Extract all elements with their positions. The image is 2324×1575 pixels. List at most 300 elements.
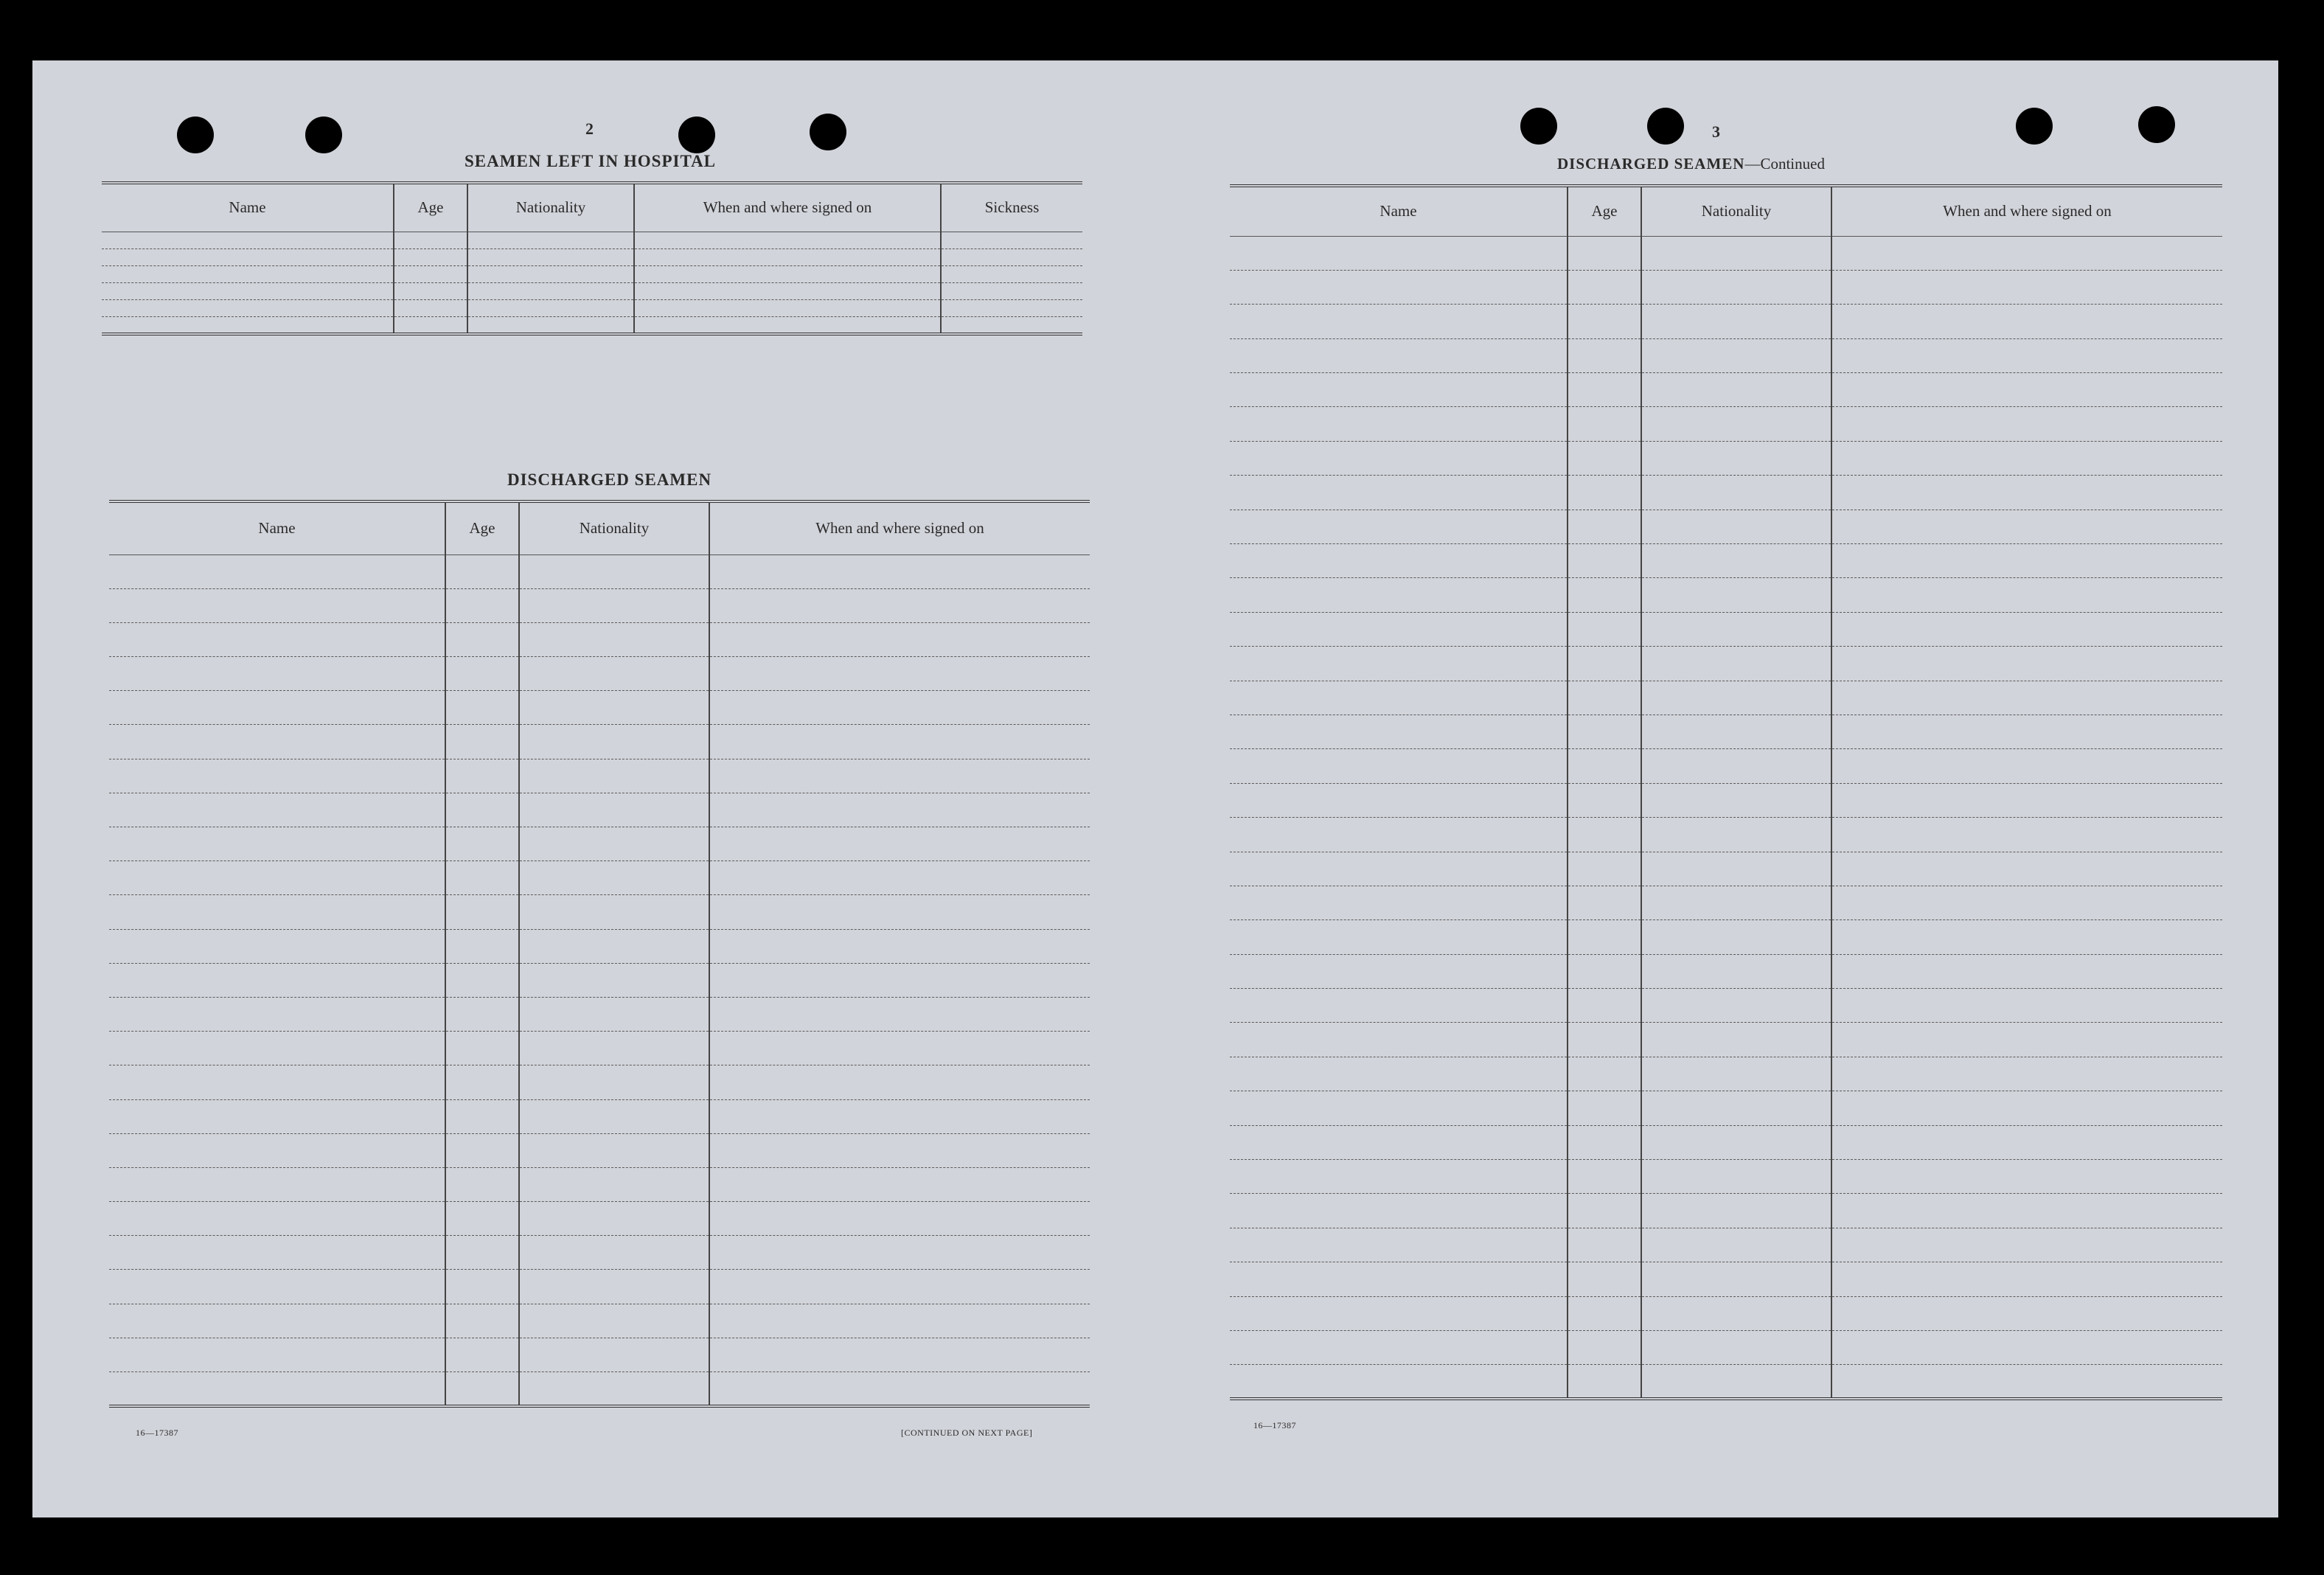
- table-cell: [109, 1099, 445, 1133]
- table-cell: [1568, 1125, 1641, 1159]
- table-cell: [1568, 510, 1641, 543]
- table-cell: [1831, 1125, 2222, 1159]
- table-cell: [1230, 510, 1568, 543]
- table-cell: [445, 1270, 519, 1304]
- table-row: [109, 827, 1090, 861]
- table-cell: [709, 1133, 1090, 1167]
- table-cell: [1230, 783, 1568, 817]
- column-header: Nationality: [519, 501, 709, 554]
- table-cell: [519, 725, 709, 759]
- punch-hole: [1647, 108, 1684, 145]
- hospital-section-title: SEAMEN LEFT IN HOSPITAL: [465, 152, 717, 170]
- table-cell: [1568, 1023, 1641, 1057]
- table-cell: [709, 861, 1090, 895]
- table-cell: [519, 1270, 709, 1304]
- table-cell: [519, 1372, 709, 1406]
- table-row: [109, 1167, 1090, 1201]
- table-cell: [109, 1202, 445, 1236]
- table-cell: [1641, 852, 1831, 886]
- table-cell: [709, 895, 1090, 929]
- table-cell: [1831, 1331, 2222, 1365]
- table-row: [109, 793, 1090, 827]
- table-cell: [519, 895, 709, 929]
- table-cell: [1230, 270, 1568, 304]
- table-cell: [1641, 1262, 1831, 1296]
- table-cell: [1831, 578, 2222, 612]
- table-row: [1230, 612, 2222, 646]
- table-cell: [445, 895, 519, 929]
- table-cell: [941, 248, 1082, 265]
- table-row: [1230, 305, 2222, 338]
- table-cell: [1831, 407, 2222, 441]
- table-cell: [941, 317, 1082, 334]
- table-cell: [394, 232, 467, 248]
- table-cell: [519, 793, 709, 827]
- table-cell: [1230, 407, 1568, 441]
- table-cell: [1831, 989, 2222, 1023]
- table-cell: [709, 793, 1090, 827]
- form-number-right: 16—17387: [1253, 1420, 1296, 1430]
- discharged-continued-title-main: DISCHARGED SEAMEN: [1557, 155, 1745, 173]
- table-cell: [1230, 1194, 1568, 1228]
- table-cell: [109, 793, 445, 827]
- table-cell: [1831, 647, 2222, 681]
- column-header: Age: [445, 501, 519, 554]
- table-cell: [1230, 1262, 1568, 1296]
- table-cell: [519, 1202, 709, 1236]
- table-cell: [1230, 1091, 1568, 1125]
- table-cell: [445, 1236, 519, 1270]
- table-cell: [1230, 989, 1568, 1023]
- table-cell: [1641, 954, 1831, 988]
- table-cell: [1831, 1228, 2222, 1262]
- table-row: [109, 657, 1090, 691]
- table-row: [102, 300, 1082, 317]
- table-cell: [1230, 1160, 1568, 1194]
- table-cell: [1568, 1296, 1641, 1330]
- table-cell: [519, 691, 709, 725]
- table-cell: [709, 1202, 1090, 1236]
- table-row: [102, 283, 1082, 300]
- table-cell: [445, 725, 519, 759]
- column-header: Name: [1230, 186, 1568, 236]
- table-cell: [709, 622, 1090, 656]
- table-row: [102, 317, 1082, 334]
- table-cell: [1568, 373, 1641, 407]
- table-cell: [709, 963, 1090, 997]
- table-row: [1230, 1091, 2222, 1125]
- table-row: [1230, 578, 2222, 612]
- table-cell: [519, 1032, 709, 1065]
- table-cell: [1230, 1057, 1568, 1091]
- table-cell: [102, 232, 394, 248]
- table-cell: [519, 1338, 709, 1371]
- table-row: [1230, 1057, 2222, 1091]
- table-row: [1230, 954, 2222, 988]
- table-row: [1230, 236, 2222, 270]
- table-cell: [709, 1372, 1090, 1406]
- table-cell: [109, 691, 445, 725]
- table-cell: [1831, 305, 2222, 338]
- table-row: [109, 622, 1090, 656]
- table-row: [1230, 338, 2222, 372]
- table-cell: [1641, 305, 1831, 338]
- table-cell: [109, 963, 445, 997]
- table-cell: [1568, 783, 1641, 817]
- table-cell: [445, 861, 519, 895]
- table-cell: [519, 1167, 709, 1201]
- table-cell: [1831, 373, 2222, 407]
- punch-hole: [1520, 108, 1557, 145]
- table-cell: [519, 1065, 709, 1099]
- table-cell: [1568, 1262, 1641, 1296]
- table-row: [1230, 852, 2222, 886]
- table-cell: [1831, 920, 2222, 954]
- table-cell: [445, 691, 519, 725]
- table-cell: [1568, 818, 1641, 852]
- table-cell: [1641, 920, 1831, 954]
- table-row: [102, 248, 1082, 265]
- punch-hole: [2138, 106, 2175, 143]
- table-cell: [109, 827, 445, 861]
- table-cell: [1230, 578, 1568, 612]
- table-cell: [1230, 544, 1568, 578]
- table-row: [1230, 1262, 2222, 1296]
- table-cell: [1230, 954, 1568, 988]
- table-cell: [1641, 612, 1831, 646]
- table-cell: [519, 759, 709, 793]
- table-cell: [1230, 886, 1568, 919]
- table-cell: [394, 300, 467, 317]
- table-cell: [1230, 1125, 1568, 1159]
- table-row: [109, 997, 1090, 1031]
- table-cell: [1568, 715, 1641, 748]
- table-row: [1230, 749, 2222, 783]
- table-cell: [1230, 476, 1568, 510]
- punch-hole: [2016, 108, 2053, 145]
- table-cell: [445, 1338, 519, 1371]
- table-cell: [1641, 407, 1831, 441]
- table-cell: [109, 1065, 445, 1099]
- table-cell: [1831, 818, 2222, 852]
- table-cell: [519, 861, 709, 895]
- table-cell: [109, 588, 445, 622]
- table-cell: [109, 725, 445, 759]
- table-cell: [1568, 1365, 1641, 1399]
- column-header: Name: [102, 183, 394, 232]
- table-cell: [709, 997, 1090, 1031]
- table-row: [109, 1304, 1090, 1338]
- table-row: [109, 554, 1090, 588]
- table-row: [1230, 920, 2222, 954]
- table-cell: [445, 1304, 519, 1338]
- table-cell: [1831, 954, 2222, 988]
- table-cell: [1641, 236, 1831, 270]
- table-cell: [1568, 305, 1641, 338]
- table-row: [1230, 1194, 2222, 1228]
- table-cell: [1831, 1262, 2222, 1296]
- table-cell: [1230, 1331, 1568, 1365]
- table-cell: [394, 265, 467, 282]
- table-cell: [709, 1236, 1090, 1270]
- table-cell: [109, 657, 445, 691]
- table-cell: [445, 1032, 519, 1065]
- table-cell: [1230, 441, 1568, 475]
- table-cell: [1641, 544, 1831, 578]
- table-cell: [1568, 578, 1641, 612]
- continued-note: [CONTINUED ON NEXT PAGE]: [901, 1428, 1033, 1438]
- table-cell: [109, 997, 445, 1031]
- table-cell: [1230, 1296, 1568, 1330]
- table-cell: [394, 283, 467, 300]
- table-row: [1230, 544, 2222, 578]
- table-cell: [1568, 1057, 1641, 1091]
- table-cell: [102, 300, 394, 317]
- table-cell: [634, 232, 941, 248]
- table-cell: [1568, 1194, 1641, 1228]
- table-row: [1230, 510, 2222, 543]
- table-cell: [1568, 1331, 1641, 1365]
- table-cell: [445, 622, 519, 656]
- table-row: [1230, 1228, 2222, 1262]
- table-cell: [1230, 373, 1568, 407]
- table-cell: [1641, 510, 1831, 543]
- table-cell: [109, 1372, 445, 1406]
- table-cell: [1641, 338, 1831, 372]
- column-header: When and where signed on: [709, 501, 1090, 554]
- table-row: [109, 725, 1090, 759]
- table-cell: [1568, 407, 1641, 441]
- column-header: Nationality: [467, 183, 634, 232]
- table-cell: [519, 554, 709, 588]
- table-cell: [102, 265, 394, 282]
- table-cell: [1568, 647, 1641, 681]
- table-cell: [445, 827, 519, 861]
- table-cell: [1568, 441, 1641, 475]
- table-cell: [1831, 1091, 2222, 1125]
- page-number-left: 2: [585, 119, 594, 138]
- table-cell: [445, 657, 519, 691]
- column-header: When and where signed on: [634, 183, 941, 232]
- table-row: [109, 1099, 1090, 1133]
- table-cell: [1831, 544, 2222, 578]
- table-cell: [519, 827, 709, 861]
- table-row: [1230, 1023, 2222, 1057]
- table-cell: [467, 248, 634, 265]
- table-cell: [1831, 681, 2222, 715]
- table-row: [1230, 476, 2222, 510]
- table-cell: [1568, 920, 1641, 954]
- table-cell: [519, 588, 709, 622]
- discharged-table: [109, 500, 1090, 1408]
- table-cell: [634, 283, 941, 300]
- table-cell: [1568, 954, 1641, 988]
- table-row: [1230, 441, 2222, 475]
- table-cell: [109, 1167, 445, 1201]
- table-cell: [709, 1304, 1090, 1338]
- table-cell: [1230, 920, 1568, 954]
- table-row: [102, 232, 1082, 248]
- table-cell: [1831, 236, 2222, 270]
- table-cell: [1641, 1160, 1831, 1194]
- table-cell: [1641, 1296, 1831, 1330]
- table-row: [109, 1372, 1090, 1406]
- punch-hole: [305, 117, 342, 153]
- table-cell: [1831, 476, 2222, 510]
- table-cell: [1831, 1160, 2222, 1194]
- table-cell: [1568, 338, 1641, 372]
- table-cell: [1831, 1194, 2222, 1228]
- table-cell: [1230, 236, 1568, 270]
- table-row: [1230, 989, 2222, 1023]
- table-row: [1230, 886, 2222, 919]
- table-cell: [1230, 647, 1568, 681]
- table-cell: [109, 1032, 445, 1065]
- table-cell: [1641, 1091, 1831, 1125]
- column-header: Age: [394, 183, 467, 232]
- table-cell: [109, 759, 445, 793]
- table-cell: [634, 265, 941, 282]
- table-cell: [109, 929, 445, 963]
- punch-hole: [678, 117, 715, 153]
- table-cell: [709, 1270, 1090, 1304]
- table-cell: [1230, 681, 1568, 715]
- table-row: [1230, 270, 2222, 304]
- discharged-continued-title: [1557, 155, 1825, 173]
- table-cell: [1230, 338, 1568, 372]
- hospital-table: [102, 181, 1082, 335]
- table-cell: [709, 725, 1090, 759]
- table-cell: [1641, 647, 1831, 681]
- table-cell: [1831, 852, 2222, 886]
- table-cell: [1641, 681, 1831, 715]
- table-cell: [1641, 270, 1831, 304]
- table-cell: [1641, 1057, 1831, 1091]
- table-cell: [445, 588, 519, 622]
- table-cell: [709, 1065, 1090, 1099]
- table-cell: [1641, 441, 1831, 475]
- table-cell: [109, 1270, 445, 1304]
- table-cell: [1230, 612, 1568, 646]
- table-cell: [1568, 236, 1641, 270]
- table-cell: [1230, 852, 1568, 886]
- table-cell: [1641, 1023, 1831, 1057]
- form-sheet: [32, 60, 2278, 1517]
- table-cell: [941, 300, 1082, 317]
- table-cell: [1641, 783, 1831, 817]
- table-row: [1230, 1365, 2222, 1399]
- table-cell: [1568, 270, 1641, 304]
- table-row: [1230, 1125, 2222, 1159]
- discharged-continued-title-suffix: —Continued: [1744, 155, 1825, 173]
- table-cell: [1831, 270, 2222, 304]
- table-cell: [109, 895, 445, 929]
- table-cell: [709, 1032, 1090, 1065]
- table-cell: [941, 265, 1082, 282]
- table-cell: [1230, 715, 1568, 748]
- table-cell: [467, 317, 634, 334]
- table-cell: [102, 248, 394, 265]
- table-row: [109, 895, 1090, 929]
- table-cell: [519, 1133, 709, 1167]
- table-cell: [709, 691, 1090, 725]
- table-row: [109, 1270, 1090, 1304]
- table-cell: [519, 622, 709, 656]
- table-cell: [1641, 1365, 1831, 1399]
- table-cell: [1568, 852, 1641, 886]
- table-row: [109, 1236, 1090, 1270]
- table-row: [1230, 407, 2222, 441]
- table-cell: [1568, 1160, 1641, 1194]
- discharged-section-title: DISCHARGED SEAMEN: [507, 470, 712, 489]
- table-cell: [1230, 305, 1568, 338]
- table-cell: [109, 861, 445, 895]
- table-cell: [1831, 886, 2222, 919]
- table-row: [1230, 1160, 2222, 1194]
- table-cell: [519, 997, 709, 1031]
- table-cell: [709, 1338, 1090, 1371]
- page-number-right: 3: [1712, 122, 1720, 141]
- table-row: [109, 759, 1090, 793]
- table-cell: [1641, 1331, 1831, 1365]
- table-cell: [1568, 612, 1641, 646]
- table-cell: [445, 1065, 519, 1099]
- table-cell: [1831, 612, 2222, 646]
- table-cell: [519, 963, 709, 997]
- table-cell: [709, 827, 1090, 861]
- table-cell: [1641, 1125, 1831, 1159]
- table-cell: [519, 1304, 709, 1338]
- table-cell: [1568, 1091, 1641, 1125]
- table-row: [109, 1202, 1090, 1236]
- table-cell: [1641, 1228, 1831, 1262]
- column-header: When and where signed on: [1831, 186, 2222, 236]
- discharged-continued-table: [1230, 184, 2222, 1400]
- form-number-left: 16—17387: [136, 1428, 178, 1438]
- table-cell: [1568, 1228, 1641, 1262]
- table-row: [109, 861, 1090, 895]
- table-cell: [1641, 749, 1831, 783]
- table-cell: [941, 232, 1082, 248]
- table-cell: [445, 1133, 519, 1167]
- table-cell: [109, 1338, 445, 1371]
- table-cell: [634, 317, 941, 334]
- table-cell: [109, 1236, 445, 1270]
- table-cell: [1568, 886, 1641, 919]
- table-cell: [1568, 476, 1641, 510]
- column-header: Age: [1568, 186, 1641, 236]
- table-cell: [519, 1099, 709, 1133]
- table-cell: [1641, 1194, 1831, 1228]
- table-cell: [445, 554, 519, 588]
- table-cell: [1641, 373, 1831, 407]
- table-cell: [394, 317, 467, 334]
- table-cell: [445, 1202, 519, 1236]
- table-cell: [445, 1372, 519, 1406]
- table-cell: [941, 283, 1082, 300]
- table-row: [109, 1338, 1090, 1371]
- table-cell: [445, 929, 519, 963]
- table-cell: [709, 1099, 1090, 1133]
- table-row: [109, 1065, 1090, 1099]
- table-cell: [709, 1167, 1090, 1201]
- table-cell: [1831, 1296, 2222, 1330]
- table-cell: [1230, 1228, 1568, 1262]
- table-row: [1230, 373, 2222, 407]
- table-cell: [445, 1167, 519, 1201]
- punch-hole: [177, 117, 214, 153]
- table-cell: [445, 759, 519, 793]
